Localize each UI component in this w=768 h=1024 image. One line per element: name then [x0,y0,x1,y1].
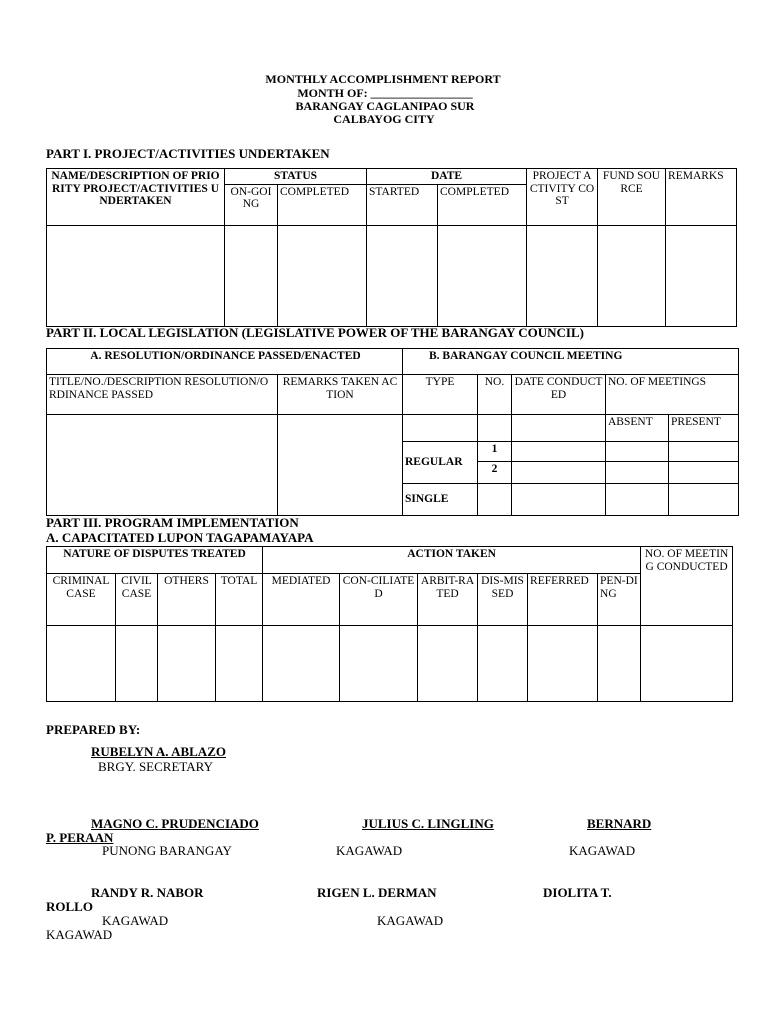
row-regular: REGULAR [403,442,478,484]
kagawad-derman-position: KAGAWAD [377,913,444,928]
cell-cost[interactable] [527,225,598,326]
barangay-name: BARANGAY CAGLANIPAO SUR [295,99,475,113]
cell-civil[interactable] [116,626,158,702]
cell-resolution-remarks[interactable] [278,415,403,516]
cell-regular-2-absent[interactable] [606,462,669,484]
part1-title: PART I. PROJECT/ACTIVITIES UNDERTAKEN [46,146,330,161]
col-type: TYPE [403,375,478,415]
sub-arbitrated: ARBIT-RATED [418,574,478,626]
kagawad-rollo-name-last: ROLLO [46,899,93,914]
sub-civil-case: CIVIL CASE [116,574,158,626]
cell-referred[interactable] [528,626,598,702]
section-b-council-meeting: B. BARANGAY COUNCIL MEETING [403,349,739,375]
col-date: DATE [367,169,527,185]
col-status: STATUS [225,169,367,185]
cell-resolution-title[interactable] [47,415,278,516]
part2a-table [46,348,403,516]
cell-total[interactable] [216,626,263,702]
cell-ongoing[interactable] [225,225,278,326]
secretary-position: BRGY. SECRETARY [98,759,214,774]
spacer-no [478,415,512,442]
row-single: SINGLE [403,484,478,516]
col-resolution-title: TITLE/NO./DESCRIPTION RESOLUTION/ORDINANCE PASSED [47,375,278,415]
col-no-of-meetings: NO. OF MEETINGS [606,375,739,415]
cell-regular-2-date[interactable] [512,462,606,484]
sub-completed-date: COMPLETED [438,184,527,225]
sub-total: TOTAL [216,574,263,626]
row-regular-no-2: 2 [478,462,512,484]
sub-criminal-case: CRIMINAL CASE [47,574,116,626]
sub-completed: COMPLETED [278,184,367,225]
col-nature-of-disputes: NATURE OF DISPUTES TREATED [47,547,263,574]
sub-absent: ABSENT [606,415,669,442]
spacer-type [403,415,478,442]
col-remarks: REMARKS [666,169,737,226]
kagawad-peraan-name-first: BERNARD [587,816,652,831]
part3-title: PART III. PROGRAM IMPLEMENTATION [46,515,299,530]
cell-regular-1-present[interactable] [669,442,739,462]
part3-table [46,546,733,702]
col-project-name: NAME/DESCRIPTION OF PRIORITY PROJECT/ACTIVITIES UNDERTAKEN [47,169,225,226]
col-no: NO. [478,375,512,415]
month-field: MONTH OF: _________________ [297,86,473,100]
col-fund-source: FUND SOURCE [598,169,666,226]
cell-pending[interactable] [598,626,641,702]
kagawad-lingling-position: KAGAWAD [336,843,403,858]
cell-regular-1-date[interactable] [512,442,606,462]
cell-meeting-conducted[interactable] [641,626,733,702]
kagawad-peraan-name-last: P. PERAAN [46,830,114,845]
sub-started: STARTED [367,184,438,225]
part2-title: PART II. LOCAL LEGISLATION (LEGISLATIVE POWER OF THE BARANGAY COUNCIL) [46,325,584,340]
cell-single-date[interactable] [512,484,606,516]
secretary-name: RUBELYN A. ABLAZO [91,744,226,759]
kagawad-nabor-position: KAGAWAD [102,913,169,928]
cell-mediated[interactable] [263,626,340,702]
kagawad-rollo-name-first: DIOLITA T. [543,885,612,900]
sub-pending: PEN-DING [598,574,641,626]
punong-barangay-position: PUNONG BARANGAY [102,843,232,858]
cell-project-name[interactable] [47,225,225,326]
kagawad-peraan-position: KAGAWAD [569,843,636,858]
part1-table [46,168,737,327]
sub-dismissed: DIS-MISSED [478,574,528,626]
sub-present: PRESENT [669,415,739,442]
part3-subtitle: A. CAPACITATED LUPON TAGAPAMAYAPA [46,530,314,545]
cell-single-absent[interactable] [606,484,669,516]
punong-barangay-name: MAGNO C. PRUDENCIADO [91,816,259,831]
col-date-conducted: DATE CONDUCTED [512,375,606,415]
cell-single-present[interactable] [669,484,739,516]
sub-mediated: MEDIATED [263,574,340,626]
cell-arbitrated[interactable] [418,626,478,702]
cell-date-completed[interactable] [438,225,527,326]
cell-criminal[interactable] [47,626,116,702]
kagawad-derman-name: RIGEN L. DERMAN [317,885,437,900]
sub-ongoing: ON-GOING [225,184,278,225]
city-name: CALBAYOG CITY [333,112,435,126]
col-meeting-conducted: NO. OF MEETING CONDUCTED [641,547,733,626]
kagawad-rollo-position: KAGAWAD [46,927,113,942]
cell-others[interactable] [158,626,216,702]
sub-conciliated: CON-CILIATED [340,574,418,626]
cell-single-no[interactable] [478,484,512,516]
cell-remarks[interactable] [666,225,737,326]
part2b-table [402,348,739,516]
cell-regular-1-absent[interactable] [606,442,669,462]
kagawad-lingling-name: JULIUS C. LINGLING [362,816,494,831]
col-resolution-remarks: REMARKS TAKEN ACTION [278,375,403,415]
cell-regular-2-present[interactable] [669,462,739,484]
spacer-date [512,415,606,442]
cell-dismissed[interactable] [478,626,528,702]
kagawad-nabor-name: RANDY R. NABOR [91,885,204,900]
cell-completed[interactable] [278,225,367,326]
col-project-cost: PROJECT ACTIVITY COST [527,169,598,226]
row-regular-no-1: 1 [478,442,512,462]
section-a-resolution: A. RESOLUTION/ORDINANCE PASSED/ENACTED [47,349,403,375]
col-action-taken: ACTION TAKEN [263,547,641,574]
cell-conciliated[interactable] [340,626,418,702]
sub-others: OTHERS [158,574,216,626]
cell-fund[interactable] [598,225,666,326]
report-title: MONTHLY ACCOMPLISHMENT REPORT [265,72,501,86]
sub-referred: REFERRED [528,574,598,626]
cell-started[interactable] [367,225,438,326]
prepared-by-label: PREPARED BY: [46,722,141,737]
